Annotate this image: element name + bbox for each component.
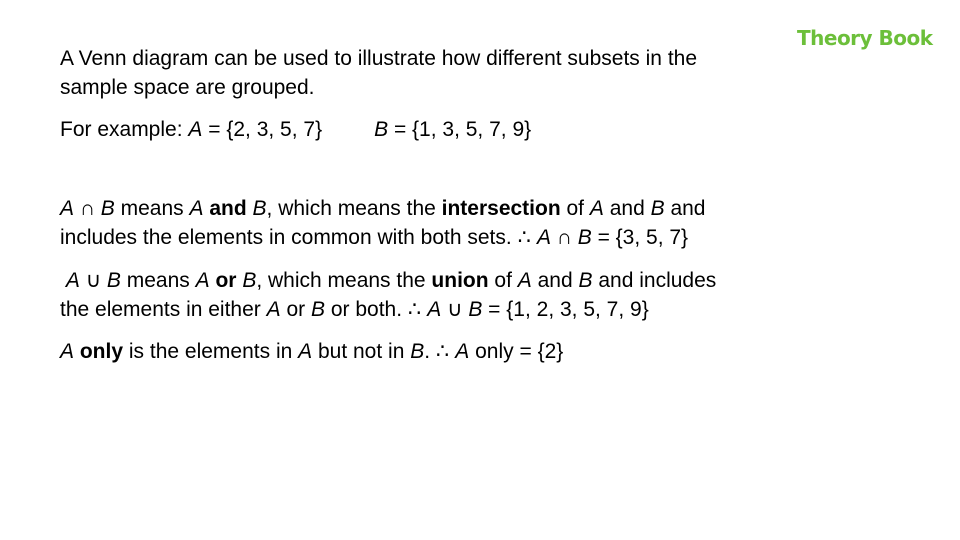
text: or (280, 298, 311, 321)
union-symbol: ∪ (79, 269, 107, 292)
only-result: only = {2} (469, 340, 564, 363)
sym-a: A (589, 197, 604, 220)
sym-a: A (266, 298, 281, 321)
text: or both. (325, 298, 408, 321)
intersection-line-1 (60, 194, 880, 223)
therefore-symbol: ∴ (517, 226, 531, 249)
intro-line-2: sample space are grouped. (60, 76, 315, 99)
text: and (603, 197, 651, 220)
intersection-symbol: ∩ (550, 226, 578, 249)
sym-b: B (252, 197, 267, 220)
sym-a: A (517, 269, 532, 292)
text: and includes (592, 269, 717, 292)
sym-b: B (310, 298, 325, 321)
example-line (60, 115, 880, 144)
intersection-result: = {3, 5, 7} (591, 226, 689, 249)
intersection-paragraph (60, 194, 880, 252)
text: and (531, 269, 579, 292)
set-a-name: A (188, 118, 203, 141)
sym-b: B (100, 197, 115, 220)
text: . (424, 340, 436, 363)
intersection-symbol: ∩ (74, 197, 101, 220)
sym-b: B (410, 340, 425, 363)
sym-b: B (650, 197, 665, 220)
keyword-only: only (74, 340, 124, 363)
union-result: = {1, 2, 3, 5, 7, 9} (482, 298, 649, 321)
text: the elements in either (60, 298, 267, 321)
sym-b: B (106, 269, 121, 292)
keyword-union: union (431, 269, 489, 292)
only-paragraph (60, 337, 880, 366)
text: of (560, 197, 590, 220)
text: of (488, 269, 518, 292)
sym-a: A (536, 226, 551, 249)
set-b-name: B (374, 118, 389, 141)
sym-b: B (468, 298, 483, 321)
only-line (60, 337, 880, 366)
sym-a: A (189, 197, 204, 220)
therefore-symbol: ∴ (407, 298, 422, 321)
sym-a: A (298, 340, 313, 363)
sym-b: B (242, 269, 257, 292)
theory-book-logo: Theory Book (797, 26, 933, 50)
sym-a: A (65, 269, 80, 292)
union-line-2 (60, 295, 880, 324)
text: means (120, 269, 196, 292)
sym-a: A (195, 269, 210, 292)
example-prefix: For example: (60, 118, 189, 141)
union-paragraph (60, 266, 880, 324)
keyword-and: and (203, 197, 253, 220)
sym-a: A (60, 340, 75, 363)
intro-paragraph (60, 44, 880, 102)
sym-a: A (427, 298, 442, 321)
text: means (114, 197, 190, 220)
intro-line-1: A Venn diagram can be used to illustrate how different subsets in the (60, 47, 698, 70)
keyword-intersection: intersection (441, 197, 561, 220)
intersection-line-2 (60, 223, 880, 252)
text: and (664, 197, 706, 220)
sym-a: A (60, 197, 75, 220)
sym-b: B (578, 269, 593, 292)
text: , which means the (266, 197, 442, 220)
union-symbol: ∪ (441, 298, 469, 321)
text: is the elements in (123, 340, 299, 363)
therefore-symbol: ∴ (435, 340, 450, 363)
text: but not in (312, 340, 411, 363)
sym-b: B (577, 226, 592, 249)
union-line-1 (60, 266, 880, 295)
text: includes the elements in common with both sets. (60, 226, 518, 249)
set-b-value: = {1, 3, 5, 7, 9} (388, 118, 532, 141)
text: , which means the (256, 269, 432, 292)
sym-a: A (455, 340, 470, 363)
set-a-value: = {2, 3, 5, 7} (202, 118, 323, 141)
keyword-or: or (209, 269, 243, 292)
